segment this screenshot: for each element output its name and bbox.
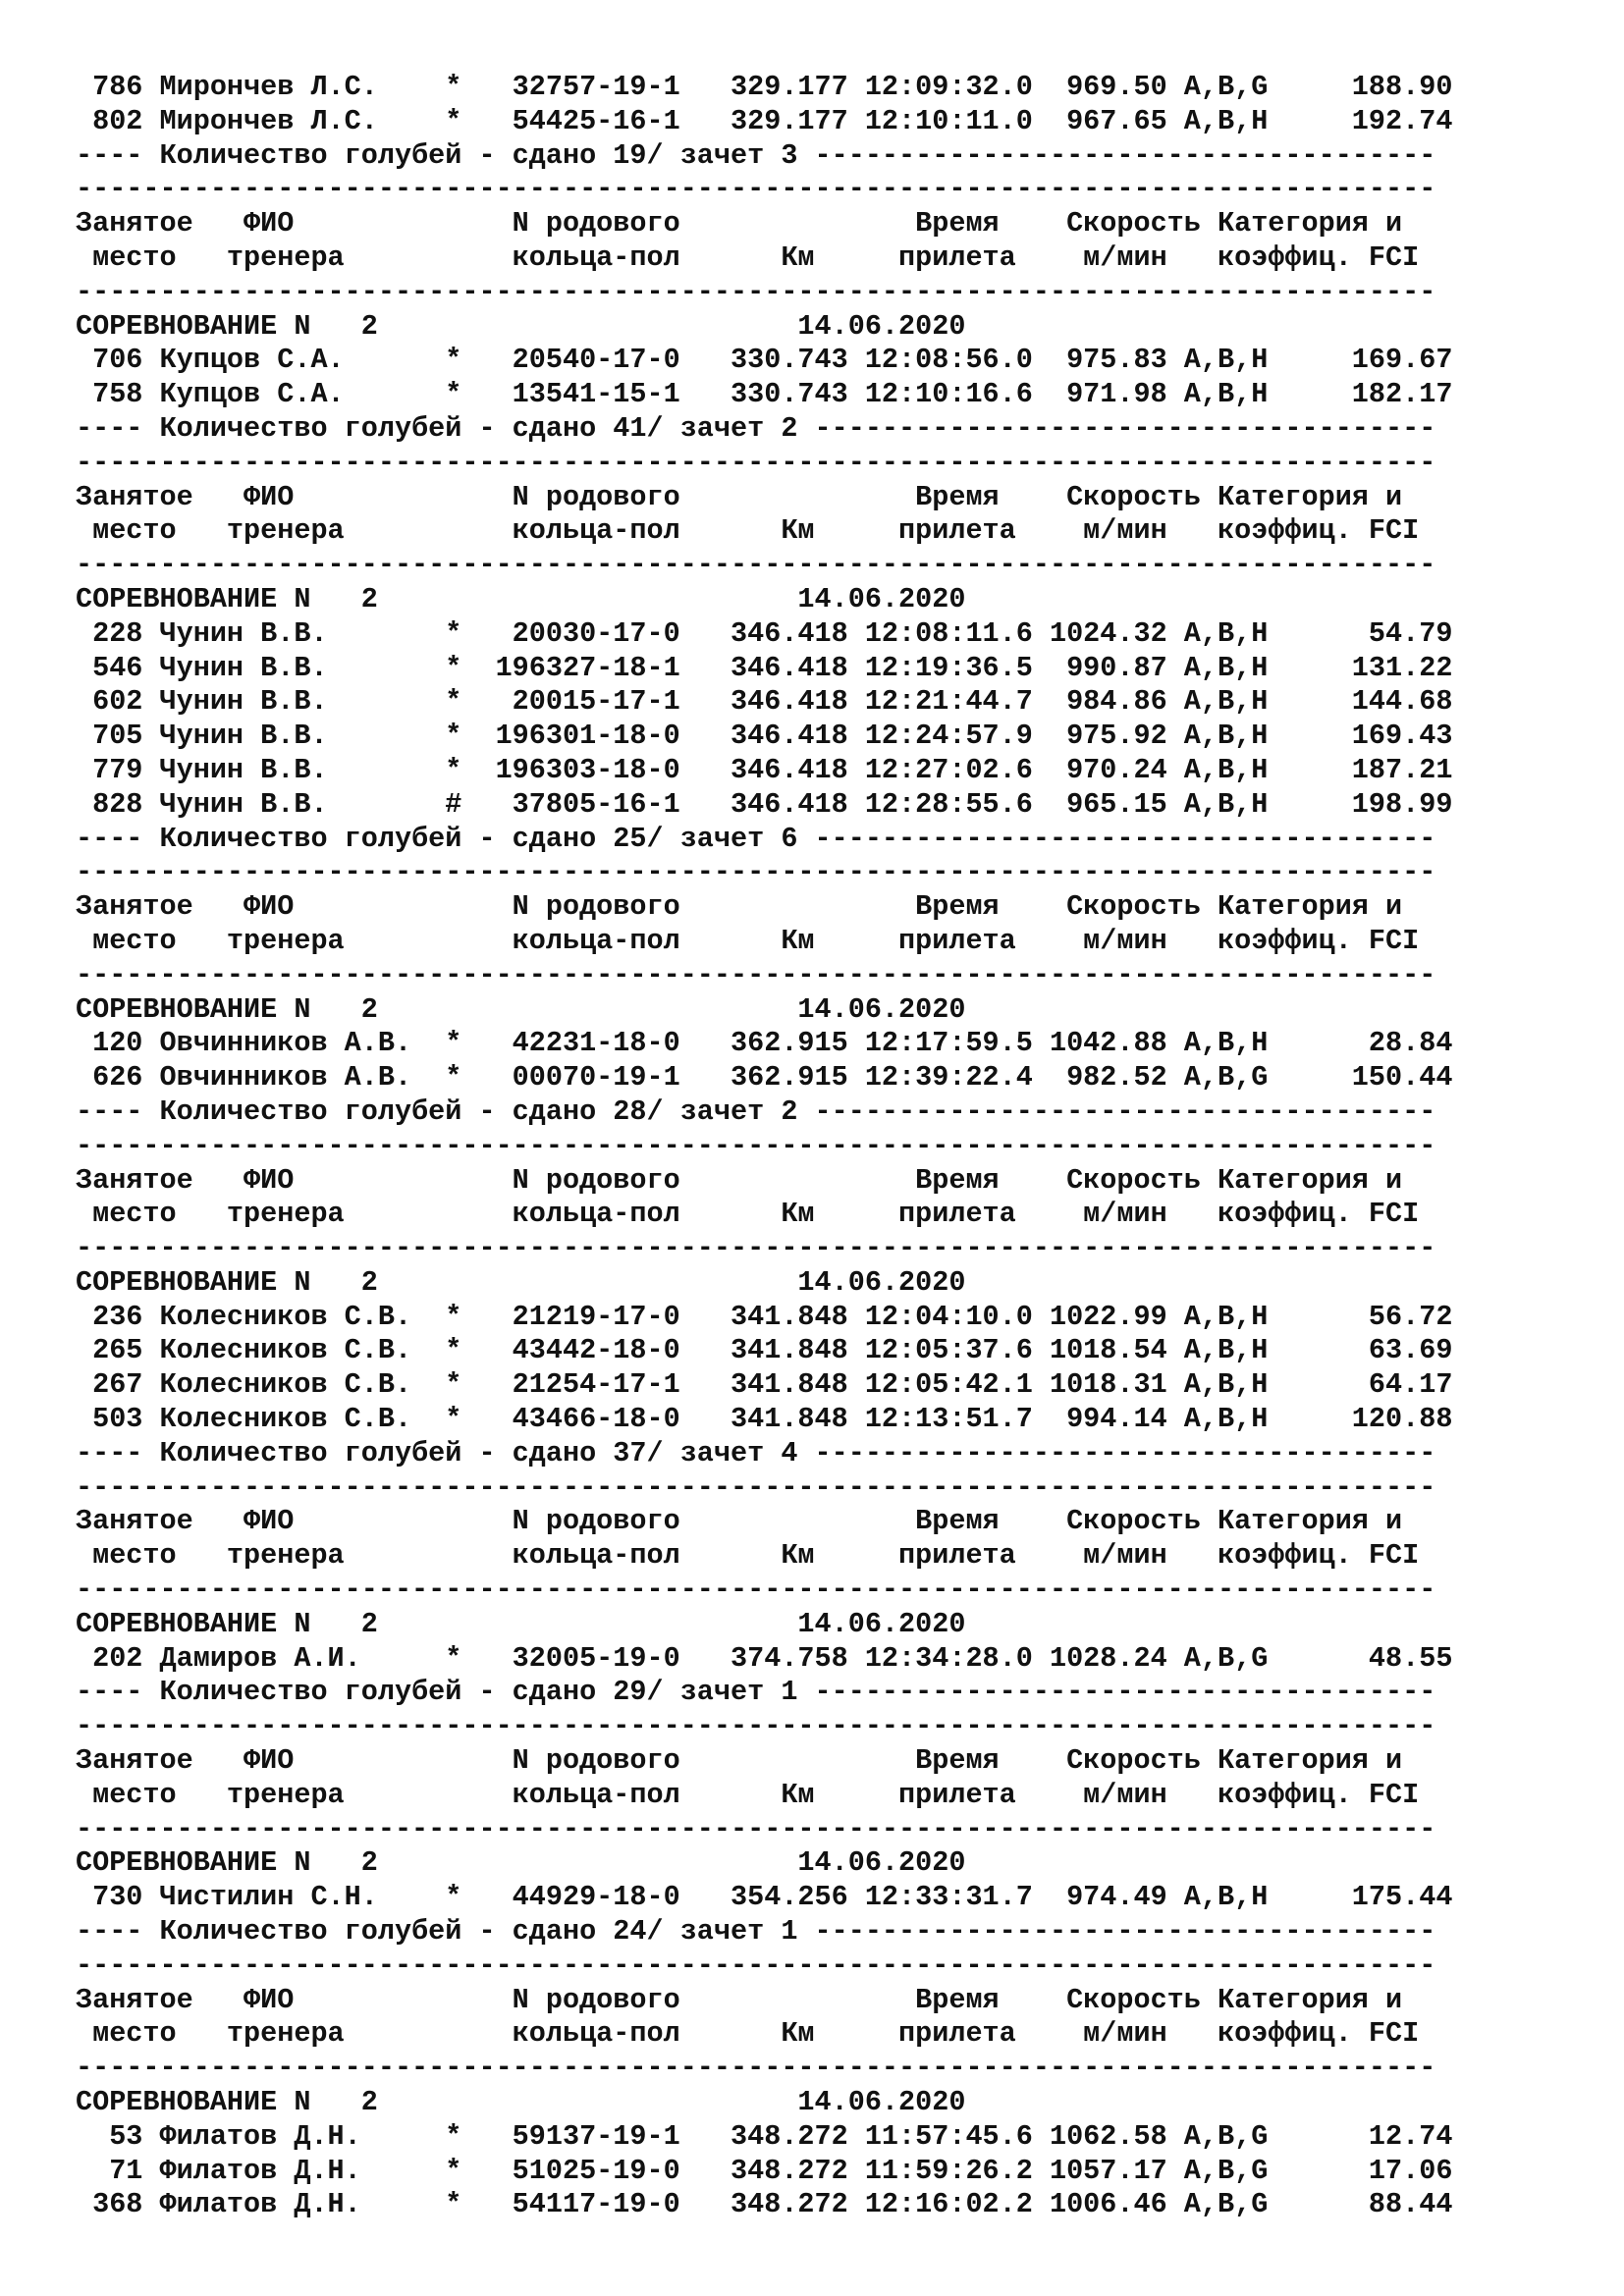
column-header-line-1: Занятое ФИО N родового Время Скорость Категория и: [76, 480, 1403, 513]
pigeon-count-summary: ---- Количество голубей - сдано 19/ зачет 3 -------------------------------------: [76, 138, 1436, 172]
results-printout: [76, 71, 1548, 2222]
column-header-line-2: место тренера кольца-пол Км прилета м/мин коэффиц. FCI: [76, 1539, 1420, 1573]
competition-heading: СОРЕВНОВАНИЕ N 2 14.06.2020: [76, 582, 966, 615]
competition-heading: СОРЕВНОВАНИЕ N 2 14.06.2020: [76, 1846, 966, 1880]
result-row: 802 Мирончев Л.С. * 54425-16-1 329.177 12:10:11.0 967.65 A,B,H 192.74: [76, 104, 1453, 137]
result-row: 228 Чунин В.В. * 20030-17-0 346.418 12:08:11.6 1024.32 A,B,H 54.79: [76, 616, 1453, 650]
result-row: 120 Овчинников А.В. * 42231-18-0 362.915 12:17:59.5 1042.88 A,B,H 28.84: [76, 1027, 1453, 1060]
pigeon-count-summary: ---- Количество голубей - сдано 37/ зачет 4 -------------------------------------: [76, 1436, 1436, 1469]
result-row: 602 Чунин В.В. * 20015-17-1 346.418 12:21:44.7 984.86 A,B,H 144.68: [76, 685, 1453, 719]
competition-heading: СОРЕВНОВАНИЕ N 2 14.06.2020: [76, 1607, 966, 1640]
separator-line: ---------------------------------------------------------------------------------: [76, 1470, 1436, 1504]
column-header-line-1: Занятое ФИО N родового Время Скорость Категория и: [76, 890, 1403, 924]
result-row: 236 Колесников С.В. * 21219-17-0 341.848 12:04:10.0 1022.99 A,B,H 56.72: [76, 1300, 1453, 1333]
separator-line: ---------------------------------------------------------------------------------: [76, 173, 1436, 206]
column-header-line-1: Занятое ФИО N родового Время Скорость Категория и: [76, 1744, 1403, 1778]
column-header-line-2: место тренера кольца-пол Км прилета м/мин коэффиц. FCI: [76, 240, 1420, 274]
result-row: 265 Колесников С.В. * 43442-18-0 341.848 12:05:37.6 1018.54 A,B,H 63.69: [76, 1334, 1453, 1367]
result-row: 626 Овчинников А.В. * 00070-19-1 362.915 12:39:22.4 982.52 A,B,G 150.44: [76, 1061, 1453, 1095]
pigeon-count-summary: ---- Количество голубей - сдано 25/ зачет 6 -------------------------------------: [76, 822, 1436, 855]
result-row: 53 Филатов Д.Н. * 59137-19-1 348.272 11:57:45.6 1062.58 A,B,G 12.74: [76, 2119, 1453, 2153]
column-header-line-2: место тренера кольца-пол Км прилета м/мин коэффиц. FCI: [76, 1198, 1420, 1231]
column-header-line-1: Занятое ФИО N родового Время Скорость Категория и: [76, 1983, 1403, 2016]
column-header-line-2: место тренера кольца-пол Км прилета м/мин коэффиц. FCI: [76, 2017, 1420, 2051]
column-header-line-2: место тренера кольца-пол Км прилета м/мин коэффиц. FCI: [76, 924, 1420, 957]
column-header-line-1: Занятое ФИО N родового Время Скорость Категория и: [76, 207, 1403, 240]
column-header-line-1: Занятое ФИО N родового Время Скорость Категория и: [76, 1505, 1403, 1538]
result-row: 730 Чистилин С.Н. * 44929-18-0 354.256 12:33:31.7 974.49 A,B,H 175.44: [76, 1881, 1453, 1914]
separator-line: ---------------------------------------------------------------------------------: [76, 1710, 1436, 1743]
competition-heading: СОРЕВНОВАНИЕ N 2 14.06.2020: [76, 1265, 966, 1299]
result-row: 758 Купцов С.А. * 13541-15-1 330.743 12:10:16.6 971.98 A,B,H 182.17: [76, 378, 1453, 411]
result-row: 779 Чунин В.В. * 196303-18-0 346.418 12:27:02.6 970.24 A,B,H 187.21: [76, 753, 1453, 786]
separator-line: ---------------------------------------------------------------------------------: [76, 1949, 1436, 1982]
separator-line: ---------------------------------------------------------------------------------: [76, 1812, 1436, 1845]
competition-heading: СОРЕВНОВАНИЕ N 2 14.06.2020: [76, 992, 966, 1026]
column-header-line-2: место тренера кольца-пол Км прилета м/мин коэффиц. FCI: [76, 1778, 1420, 1811]
separator-line: ---------------------------------------------------------------------------------: [76, 1574, 1436, 1607]
pigeon-count-summary: ---- Количество голубей - сдано 29/ зачет 1 -------------------------------------: [76, 1676, 1436, 1709]
column-header-line-1: Занятое ФИО N родового Время Скорость Категория и: [76, 1163, 1403, 1197]
result-row: 546 Чунин В.В. * 196327-18-1 346.418 12:19:36.5 990.87 A,B,H 131.22: [76, 651, 1453, 684]
separator-line: ---------------------------------------------------------------------------------: [76, 856, 1436, 889]
competition-heading: СОРЕВНОВАНИЕ N 2 14.06.2020: [76, 309, 966, 343]
pigeon-count-summary: ---- Количество голубей - сдано 41/ зачет 2 -------------------------------------: [76, 411, 1436, 445]
pigeon-count-summary: ---- Количество голубей - сдано 28/ зачет 2 -------------------------------------: [76, 1095, 1436, 1128]
separator-line: ---------------------------------------------------------------------------------: [76, 549, 1436, 582]
result-row: 706 Купцов С.А. * 20540-17-0 330.743 12:08:56.0 975.83 A,B,H 169.67: [76, 344, 1453, 377]
separator-line: ---------------------------------------------------------------------------------: [76, 1232, 1436, 1265]
separator-line: ---------------------------------------------------------------------------------: [76, 446, 1436, 479]
result-row: 267 Колесников С.В. * 21254-17-1 341.848 12:05:42.1 1018.31 A,B,H 64.17: [76, 1368, 1453, 1402]
result-row: 202 Дамиров А.И. * 32005-19-0 374.758 12:34:28.0 1028.24 A,B,G 48.55: [76, 1641, 1453, 1675]
result-row: 786 Мирончев Л.С. * 32757-19-1 329.177 12:09:32.0 969.50 A,B,G 188.90: [76, 71, 1453, 103]
result-row: 503 Колесников С.В. * 43466-18-0 341.848 12:13:51.7 994.14 A,B,H 120.88: [76, 1403, 1453, 1436]
competition-heading: СОРЕВНОВАНИЕ N 2 14.06.2020: [76, 2086, 966, 2119]
separator-line: ---------------------------------------------------------------------------------: [76, 1129, 1436, 1162]
column-header-line-2: место тренера кольца-пол Км прилета м/мин коэффиц. FCI: [76, 514, 1420, 548]
result-row: 368 Филатов Д.Н. * 54117-19-0 348.272 12:16:02.2 1006.46 A,B,G 88.44: [76, 2188, 1453, 2221]
result-row: 71 Филатов Д.Н. * 51025-19-0 348.272 11:59:26.2 1057.17 A,B,G 17.06: [76, 2154, 1453, 2187]
separator-line: ---------------------------------------------------------------------------------: [76, 958, 1436, 991]
result-row: 828 Чунин В.В. # 37805-16-1 346.418 12:28:55.6 965.15 A,B,H 198.99: [76, 787, 1453, 821]
pigeon-count-summary: ---- Количество голубей - сдано 24/ зачет 1 -------------------------------------: [76, 1915, 1436, 1949]
result-row: 705 Чунин В.В. * 196301-18-0 346.418 12:24:57.9 975.92 A,B,H 169.43: [76, 720, 1453, 753]
separator-line: ---------------------------------------------------------------------------------: [76, 2052, 1436, 2085]
separator-line: ---------------------------------------------------------------------------------: [76, 275, 1436, 308]
